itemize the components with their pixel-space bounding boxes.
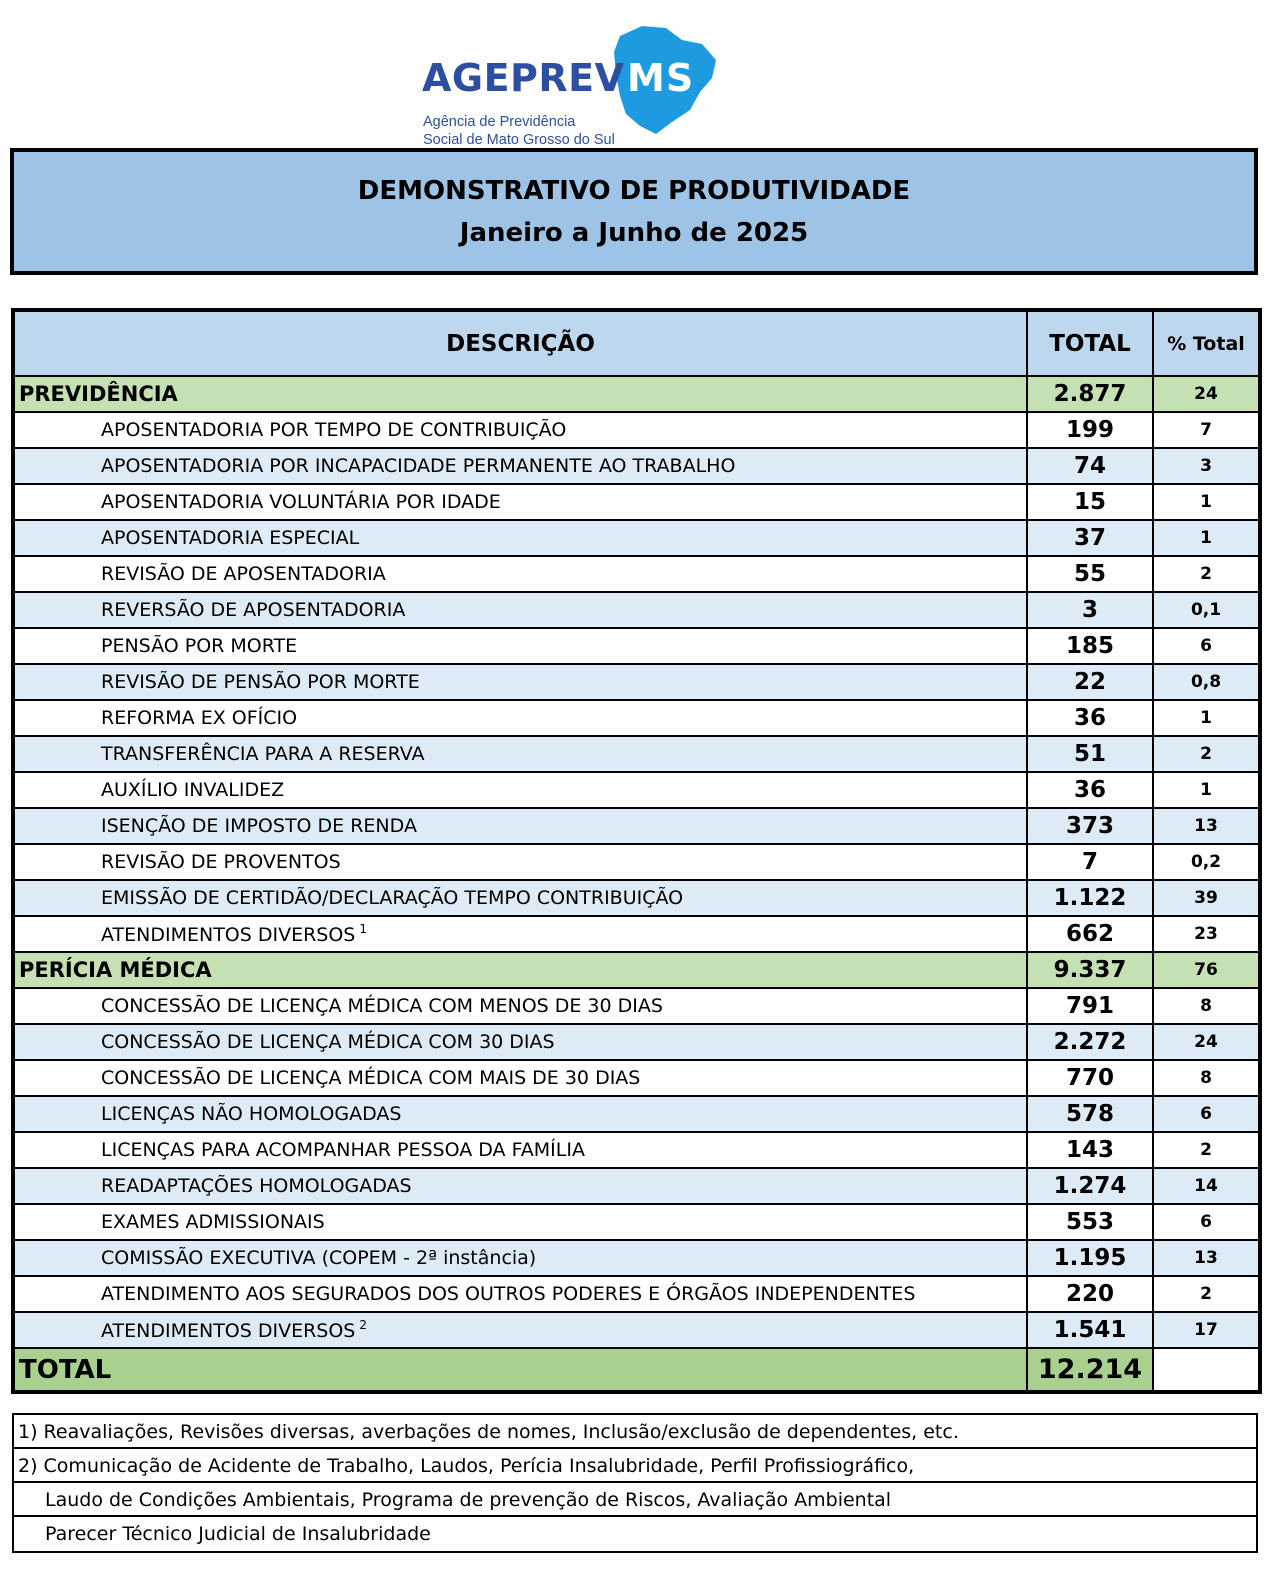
table-row	[13, 700, 1260, 736]
grand-total-label: TOTAL	[13, 1348, 1027, 1392]
footnote-marker: 2	[359, 1318, 368, 1332]
row-total: 55	[1027, 556, 1153, 592]
row-percent: 3	[1153, 448, 1260, 484]
table-row	[13, 1276, 1260, 1312]
grand-total-value: 12.214	[1027, 1348, 1153, 1392]
column-header-description: DESCRIÇÃO	[13, 310, 1027, 376]
table-row	[13, 556, 1260, 592]
row-total: 74	[1027, 448, 1153, 484]
row-label: APOSENTADORIA VOLUNTÁRIA POR IDADE	[101, 491, 501, 513]
row-label: EMISSÃO DE CERTIDÃO/DECLARAÇÃO TEMPO CONTRIBUIÇÃO	[101, 887, 684, 909]
row-percent: 1	[1153, 700, 1260, 736]
table-row	[13, 412, 1260, 448]
row-description	[13, 772, 1027, 808]
footnote-marker: 1	[359, 922, 368, 936]
section-total: 2.877	[1027, 376, 1153, 412]
row-percent: 0,2	[1153, 844, 1260, 880]
row-percent: 39	[1153, 880, 1260, 916]
section-percent: 24	[1153, 376, 1260, 412]
row-description	[13, 556, 1027, 592]
row-percent: 1	[1153, 520, 1260, 556]
row-description	[13, 1204, 1027, 1240]
row-label: ATENDIMENTOS DIVERSOS	[101, 924, 356, 946]
row-percent: 23	[1153, 916, 1260, 952]
section-percent: 76	[1153, 952, 1260, 988]
table-header-row	[13, 310, 1260, 376]
row-description	[13, 664, 1027, 700]
section-name: PERÍCIA MÉDICA	[13, 952, 1027, 988]
table-row	[13, 772, 1260, 808]
row-description	[13, 484, 1027, 520]
row-percent: 8	[1153, 988, 1260, 1024]
logo-wordmark: AGEPREV	[422, 56, 625, 100]
row-total: 185	[1027, 628, 1153, 664]
row-percent: 8	[1153, 1060, 1260, 1096]
section-name: PREVIDÊNCIA	[13, 376, 1027, 412]
row-percent: 14	[1153, 1168, 1260, 1204]
row-description	[13, 520, 1027, 556]
row-total: 51	[1027, 736, 1153, 772]
grand-total-percent	[1153, 1348, 1260, 1392]
row-label: REVERSÃO DE APOSENTADORIA	[101, 599, 406, 621]
table-row	[13, 1024, 1260, 1060]
row-percent: 24	[1153, 1024, 1260, 1060]
row-description	[13, 592, 1027, 628]
row-percent: 13	[1153, 1240, 1260, 1276]
row-description	[13, 808, 1027, 844]
row-label: COMISSÃO EXECUTIVA (COPEM - 2ª instância)	[101, 1247, 537, 1269]
row-label: REVISÃO DE PENSÃO POR MORTE	[101, 671, 420, 693]
report-header	[10, 148, 1258, 275]
row-description	[13, 1276, 1027, 1312]
row-percent: 7	[1153, 412, 1260, 448]
row-percent: 2	[1153, 556, 1260, 592]
row-percent: 6	[1153, 1096, 1260, 1132]
row-label: TRANSFERÊNCIA PARA A RESERVA	[101, 743, 425, 765]
row-total: 2.272	[1027, 1024, 1153, 1060]
table-row	[13, 1168, 1260, 1204]
footnote-2-continued: Parecer Técnico Judicial de Insalubridade	[45, 1523, 431, 1545]
row-total: 373	[1027, 808, 1153, 844]
productivity-table	[11, 308, 1262, 1394]
row-total: 1.195	[1027, 1240, 1153, 1276]
row-total: 553	[1027, 1204, 1153, 1240]
row-label: ISENÇÃO DE IMPOSTO DE RENDA	[101, 815, 417, 837]
row-label: CONCESSÃO DE LICENÇA MÉDICA COM MAIS DE 30 DIAS	[101, 1067, 641, 1089]
row-percent: 1	[1153, 772, 1260, 808]
table-row	[13, 484, 1260, 520]
row-percent: 17	[1153, 1312, 1260, 1348]
row-description	[13, 736, 1027, 772]
row-label: CONCESSÃO DE LICENÇA MÉDICA COM MENOS DE 30 DIAS	[101, 995, 663, 1017]
row-total: 143	[1027, 1132, 1153, 1168]
row-description	[13, 1240, 1027, 1276]
table-row	[13, 664, 1260, 700]
table-row	[13, 808, 1260, 844]
report-title: DEMONSTRATIVO DE PRODUTIVIDADE	[357, 176, 911, 206]
row-label: LICENÇAS PARA ACOMPANHAR PESSOA DA FAMÍLIA	[101, 1139, 585, 1161]
table-row	[13, 1312, 1260, 1348]
row-total: 37	[1027, 520, 1153, 556]
row-total: 578	[1027, 1096, 1153, 1132]
column-header-percent: % Total	[1153, 310, 1260, 376]
table-row	[13, 1096, 1260, 1132]
row-percent: 13	[1153, 808, 1260, 844]
row-total: 220	[1027, 1276, 1153, 1312]
row-description	[13, 1168, 1027, 1204]
row-total: 770	[1027, 1060, 1153, 1096]
logo-ms: MS	[627, 56, 695, 100]
row-label: APOSENTADORIA POR INCAPACIDADE PERMANENTE AO TRABALHO	[101, 455, 736, 477]
row-description	[13, 1312, 1027, 1348]
row-label: LICENÇAS NÃO HOMOLOGADAS	[101, 1103, 402, 1125]
agency-logo	[420, 22, 740, 148]
row-total: 791	[1027, 988, 1153, 1024]
row-description	[13, 628, 1027, 664]
row-label: CONCESSÃO DE LICENÇA MÉDICA COM 30 DIAS	[101, 1031, 555, 1053]
column-header-total: TOTAL	[1027, 310, 1153, 376]
report-period: Janeiro a Junho de 2025	[459, 218, 809, 248]
row-percent: 2	[1153, 736, 1260, 772]
row-total: 15	[1027, 484, 1153, 520]
table-row	[13, 880, 1260, 916]
row-total: 1.122	[1027, 880, 1153, 916]
table-row	[13, 1060, 1260, 1096]
table-row	[13, 520, 1260, 556]
row-percent: 1	[1153, 484, 1260, 520]
row-total: 22	[1027, 664, 1153, 700]
row-description	[13, 700, 1027, 736]
table-row	[13, 1204, 1260, 1240]
footnote-2: 2) Comunicação de Acidente de Trabalho, Laudos, Perícia Insalubridade, Perfil Profissiográfico,	[14, 1449, 1256, 1483]
row-total: 36	[1027, 772, 1153, 808]
row-description	[13, 412, 1027, 448]
row-label: READAPTAÇÕES HOMOLOGADAS	[101, 1175, 412, 1197]
row-total: 662	[1027, 916, 1153, 952]
section-total: 9.337	[1027, 952, 1153, 988]
row-label: AUXÍLIO INVALIDEZ	[101, 779, 285, 801]
row-percent: 6	[1153, 628, 1260, 664]
row-description	[13, 1096, 1027, 1132]
table-row	[13, 592, 1260, 628]
row-total: 1.274	[1027, 1168, 1153, 1204]
table-row	[13, 1240, 1260, 1276]
table-row	[13, 448, 1260, 484]
row-label: ATENDIMENTOS DIVERSOS	[101, 1320, 356, 1342]
row-description	[13, 916, 1027, 952]
footnotes	[12, 1413, 1258, 1553]
section-row	[13, 952, 1260, 988]
row-label: PENSÃO POR MORTE	[101, 635, 298, 657]
row-description	[13, 1024, 1027, 1060]
row-percent: 2	[1153, 1276, 1260, 1312]
row-label: REVISÃO DE APOSENTADORIA	[101, 563, 386, 585]
row-description	[13, 844, 1027, 880]
logo-subtitle-line1: Agência de Previdência	[423, 114, 576, 130]
row-total: 3	[1027, 592, 1153, 628]
table-row	[13, 988, 1260, 1024]
row-label: REVISÃO DE PROVENTOS	[101, 851, 341, 873]
row-percent: 0,8	[1153, 664, 1260, 700]
row-label: EXAMES ADMISSIONAIS	[101, 1211, 325, 1233]
row-label: REFORMA EX OFÍCIO	[101, 707, 298, 729]
row-description	[13, 1132, 1027, 1168]
row-description	[13, 448, 1027, 484]
table-row	[13, 1132, 1260, 1168]
row-description	[13, 1060, 1027, 1096]
row-total: 1.541	[1027, 1312, 1153, 1348]
section-row	[13, 376, 1260, 412]
table-row	[13, 628, 1260, 664]
table-row	[13, 844, 1260, 880]
footnote-1: 1) Reavaliações, Revisões diversas, averbações de nomes, Inclusão/exclusão de dependentes, etc.	[14, 1415, 1256, 1449]
row-description	[13, 988, 1027, 1024]
row-total: 36	[1027, 700, 1153, 736]
row-label: APOSENTADORIA POR TEMPO DE CONTRIBUIÇÃO	[101, 419, 567, 441]
logo-subtitle-line2: Social de Mato Grosso do Sul	[423, 132, 615, 148]
row-percent: 6	[1153, 1204, 1260, 1240]
footnote-2-continued: Laudo de Condições Ambientais, Programa de prevenção de Riscos, Avaliação Ambiental	[14, 1483, 1256, 1517]
row-percent: 0,1	[1153, 592, 1260, 628]
grand-total-row	[13, 1348, 1260, 1392]
table-row	[13, 736, 1260, 772]
row-description	[13, 880, 1027, 916]
table-row	[13, 916, 1260, 952]
row-percent: 2	[1153, 1132, 1260, 1168]
row-label: ATENDIMENTO AOS SEGURADOS DOS OUTROS PODERES E ÓRGÃOS INDEPENDENTES	[101, 1283, 916, 1305]
row-total: 199	[1027, 412, 1153, 448]
row-label: APOSENTADORIA ESPECIAL	[101, 527, 360, 549]
row-total: 7	[1027, 844, 1153, 880]
